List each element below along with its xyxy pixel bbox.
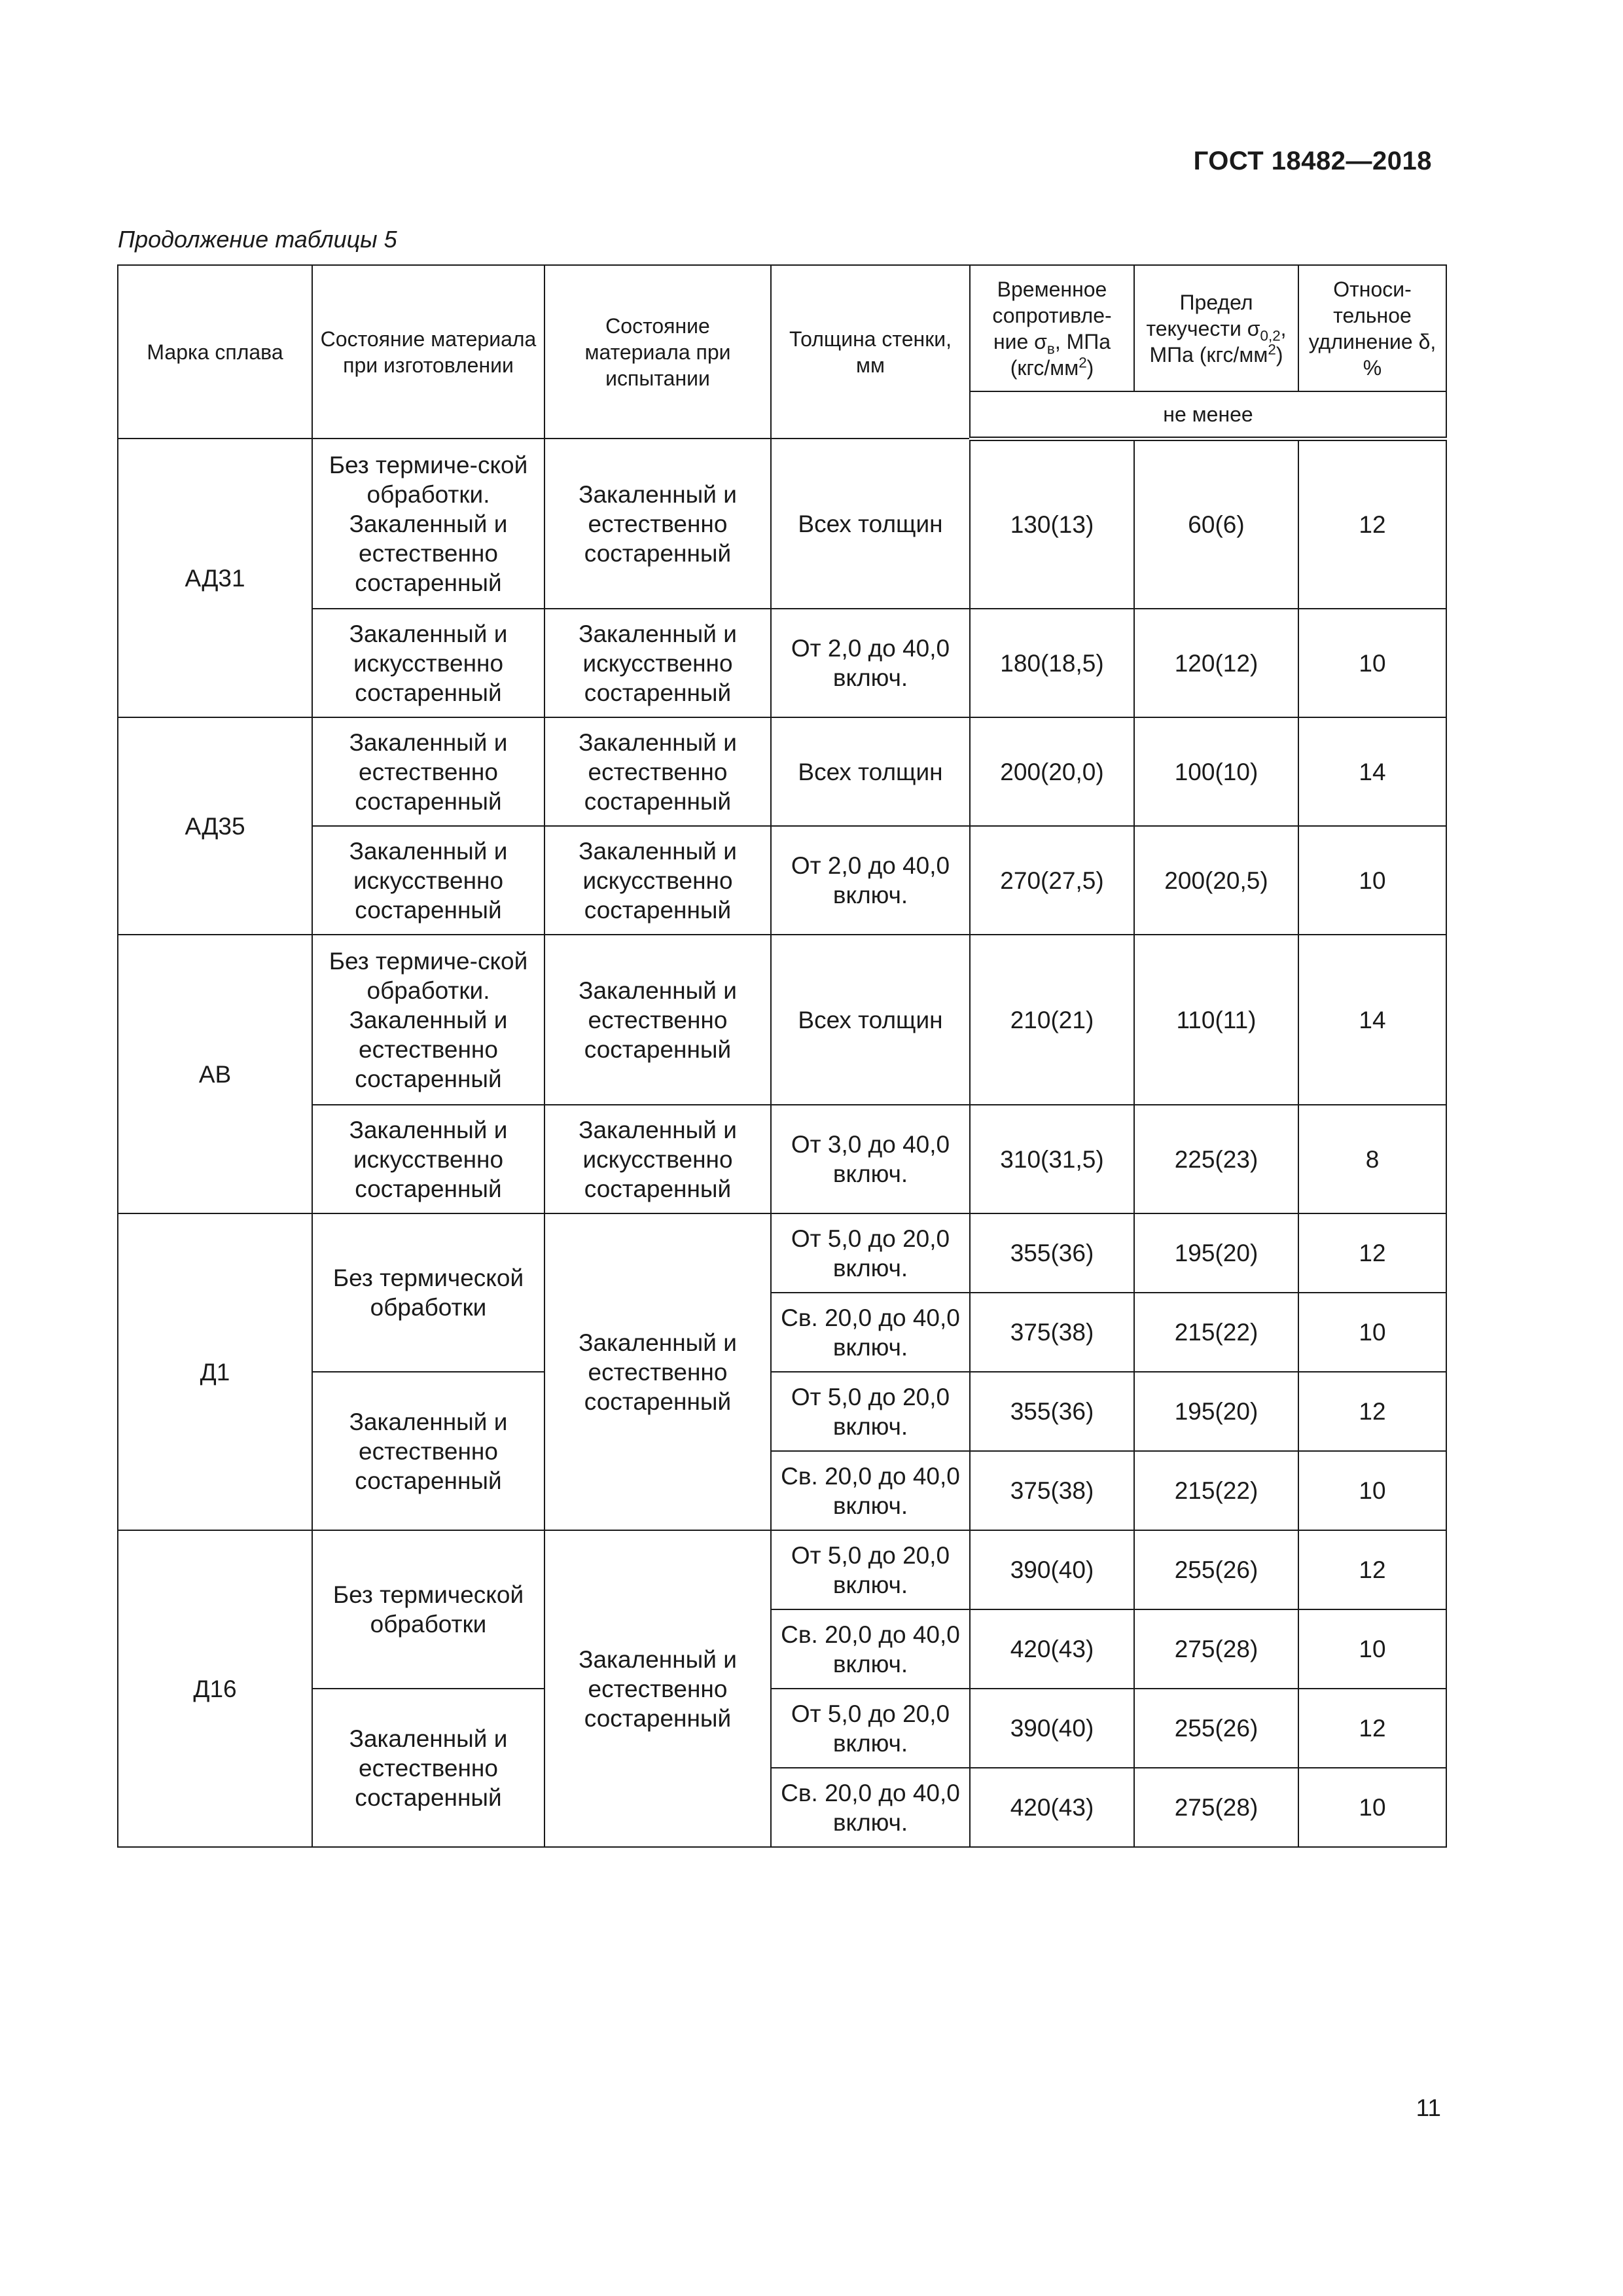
table-row [118, 935, 1446, 1105]
thickness-cell: От 2,0 до 40,0 включ. [771, 826, 970, 935]
table-row [118, 1372, 1446, 1451]
state-test-cell: Закаленный и естественно состаренный [544, 717, 771, 826]
table-row [118, 1530, 1446, 1609]
state-made-cell: Закаленный и естественно состаренный [312, 1689, 544, 1847]
yield-cell: 195(20) [1134, 1213, 1298, 1293]
state-test-cell: Закаленный и естественно состаренный [544, 1213, 771, 1530]
state-made-cell: Закаленный и естественно состаренный [312, 1372, 544, 1530]
state-made-cell: Закаленный и естественно состаренный [312, 717, 544, 826]
elongation-cell: 8 [1298, 1105, 1446, 1213]
thickness-cell: От 5,0 до 20,0 включ. [771, 1530, 970, 1609]
header-min-label: не менее [970, 391, 1446, 439]
yield-cell: 120(12) [1134, 609, 1298, 717]
grade-cell: АД35 [118, 717, 312, 935]
thickness-cell: От 5,0 до 20,0 включ. [771, 1213, 970, 1293]
document-code: ГОСТ 18482—2018 [1193, 147, 1432, 175]
state-test-cell: Закаленный и искусственно состаренный [544, 609, 771, 717]
elongation-cell: 12 [1298, 439, 1446, 609]
table-row [118, 717, 1446, 826]
grade-cell: Д1 [118, 1213, 312, 1530]
tensile-cell: 375(38) [970, 1451, 1134, 1530]
yield-cell: 275(28) [1134, 1768, 1298, 1847]
state-made-cell: Без термической обработки [312, 1213, 544, 1372]
thickness-cell: Всех толщин [771, 935, 970, 1105]
elongation-cell: 12 [1298, 1530, 1446, 1609]
yield-cell: 255(26) [1134, 1530, 1298, 1609]
header-tensile: Временное сопротивле-ние $\sigma_в$, МПа $(кгс/мм^2)$ [970, 265, 1134, 391]
state-made-cell: Без термической обработки [312, 1530, 544, 1689]
state-made-cell: Закаленный и искусственно состаренный [312, 826, 544, 935]
tensile-cell: 270(27,5) [970, 826, 1134, 935]
elongation-cell: 10 [1298, 1609, 1446, 1689]
tensile-cell: 210(21) [970, 935, 1134, 1105]
state-test-cell: Закаленный и естественно состаренный [544, 935, 771, 1105]
tensile-cell: 200(20,0) [970, 717, 1134, 826]
elongation-cell: 14 [1298, 717, 1446, 826]
yield-cell: 100(10) [1134, 717, 1298, 826]
yield-cell: 255(26) [1134, 1689, 1298, 1768]
yield-cell: 60(6) [1134, 439, 1298, 609]
thickness-cell: Всех толщин [771, 439, 970, 609]
tensile-cell: 420(43) [970, 1768, 1134, 1847]
elongation-cell: 12 [1298, 1372, 1446, 1451]
yield-cell: 215(22) [1134, 1451, 1298, 1530]
table-row [118, 1105, 1446, 1213]
header-thickness: Толщина стенки, мм [771, 265, 970, 439]
state-made-cell: Без термиче-ской обработки. Закаленный и естественно состаренный [312, 439, 544, 609]
elongation-cell: 10 [1298, 609, 1446, 717]
yield-cell: 225(23) [1134, 1105, 1298, 1213]
header-state-test: Состояние материала при испытании [544, 265, 771, 439]
elongation-cell: 12 [1298, 1213, 1446, 1293]
tensile-cell: 180(18,5) [970, 609, 1134, 717]
tensile-cell: 130(13) [970, 439, 1134, 609]
table-row [118, 609, 1446, 717]
header-state-made: Состояние материала при изготовлении [312, 265, 544, 439]
elongation-cell: 14 [1298, 935, 1446, 1105]
thickness-cell: Св. 20,0 до 40,0 включ. [771, 1768, 970, 1847]
elongation-cell: 10 [1298, 1768, 1446, 1847]
properties-table [117, 264, 1447, 1848]
thickness-cell: От 5,0 до 20,0 включ. [771, 1372, 970, 1451]
elongation-cell: 10 [1298, 1451, 1446, 1530]
yield-cell: 195(20) [1134, 1372, 1298, 1451]
thickness-cell: Св. 20,0 до 40,0 включ. [771, 1609, 970, 1689]
thickness-cell: Всех толщин [771, 717, 970, 826]
tensile-cell: 390(40) [970, 1689, 1134, 1768]
yield-cell: 200(20,5) [1134, 826, 1298, 935]
elongation-cell: 10 [1298, 826, 1446, 935]
state-made-cell: Без термиче-ской обработки. Закаленный и естественно состаренный [312, 935, 544, 1105]
table-row [118, 826, 1446, 935]
thickness-cell: Св. 20,0 до 40,0 включ. [771, 1293, 970, 1372]
state-test-cell: Закаленный и искусственно состаренный [544, 1105, 771, 1213]
table-row [118, 1213, 1446, 1293]
thickness-cell: От 5,0 до 20,0 включ. [771, 1689, 970, 1768]
table-caption: Продолжение таблицы 5 [118, 226, 397, 253]
tensile-cell: 355(36) [970, 1213, 1134, 1293]
state-test-cell: Закаленный и естественно состаренный [544, 1530, 771, 1847]
state-made-cell: Закаленный и искусственно состаренный [312, 609, 544, 717]
page-number: 11 [1416, 2094, 1441, 2121]
thickness-cell: От 2,0 до 40,0 включ. [771, 609, 970, 717]
thickness-cell: Св. 20,0 до 40,0 включ. [771, 1451, 970, 1530]
state-made-cell: Закаленный и искусственно состаренный [312, 1105, 544, 1213]
header-grade: Марка сплава [118, 265, 312, 439]
yield-cell: 215(22) [1134, 1293, 1298, 1372]
tensile-cell: 310(31,5) [970, 1105, 1134, 1213]
grade-cell: АВ [118, 935, 312, 1213]
header-row [118, 265, 1446, 391]
tensile-cell: 420(43) [970, 1609, 1134, 1689]
tensile-cell: 375(38) [970, 1293, 1134, 1372]
yield-cell: 110(11) [1134, 935, 1298, 1105]
elongation-cell: 12 [1298, 1689, 1446, 1768]
grade-cell: АД31 [118, 439, 312, 717]
state-test-cell: Закаленный и естественно состаренный [544, 439, 771, 609]
elongation-cell: 10 [1298, 1293, 1446, 1372]
thickness-cell: От 3,0 до 40,0 включ. [771, 1105, 970, 1213]
table-row [118, 1689, 1446, 1768]
yield-cell: 275(28) [1134, 1609, 1298, 1689]
tensile-cell: 390(40) [970, 1530, 1134, 1609]
state-test-cell: Закаленный и искусственно состаренный [544, 826, 771, 935]
header-elongation: Относи-тельное удлинение δ, % [1298, 265, 1446, 391]
tensile-cell: 355(36) [970, 1372, 1134, 1451]
header-yield: Предел текучести $\sigma_{0,2}$, МПа $(кгс/мм^2)$ [1134, 265, 1298, 391]
grade-cell: Д16 [118, 1530, 312, 1847]
table-row [118, 439, 1446, 609]
